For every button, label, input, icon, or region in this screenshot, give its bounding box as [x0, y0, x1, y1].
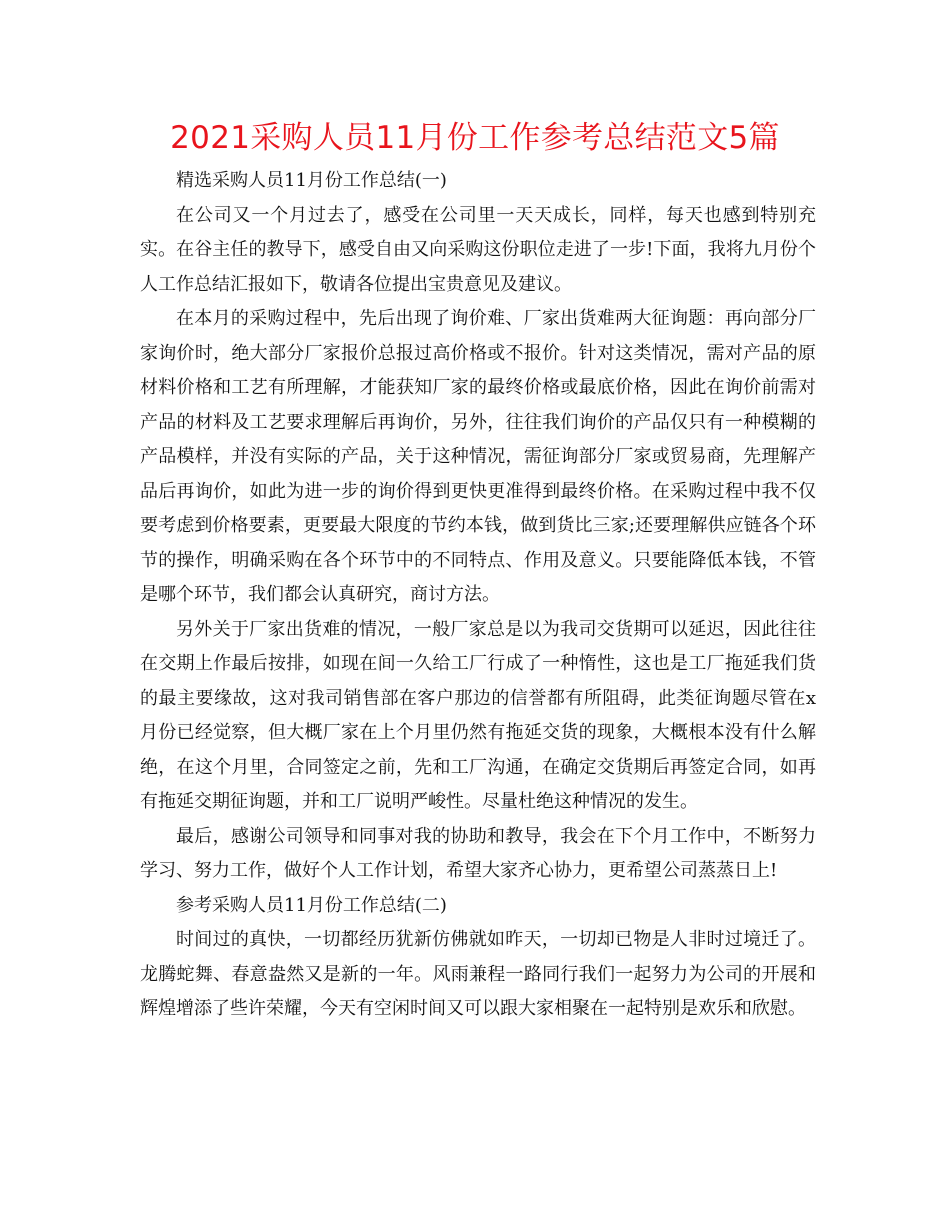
- document-title: 2021采购人员11月份工作参考总结范文5篇: [170, 120, 780, 156]
- paragraph-section-2: 时间过的真快，一切都经历犹新仿佛就如昨天，一切却已物是人非时过境迁了。龙腾蛇舞、春意盎然又是新的一年。风雨兼程一路同行我们一起努力为公司的开展和辉煌增添了些许荣耀，今天有空闲时间又可以跟大家相聚在一起特别是欢乐和欣慰。: [140, 929, 816, 1019]
- section-heading-2: 参考采购人员11月份工作总结(二): [176, 894, 447, 916]
- document-body: [140, 164, 816, 1027]
- paragraph-closing: 最后，感谢公司领导和同事对我的协助和教导，我会在下个月工作中，不断努力学习、努力工作，做好个人工作计划，希望大家齐心协力，更希望公司蒸蒸日上!: [140, 825, 816, 881]
- section-heading-1: 精选采购人员11月份工作总结(一): [176, 170, 447, 191]
- paragraph-inquiry: 在本月的采购过程中，先后出现了询价难、厂家出货难两大征询题：再向部分厂家询价时，绝大部分厂家报价总报过高价格或不报价。针对这类情况，需对产品的原材料价格和工艺有所理解，才能获知厂家的最终价格或最底价格，因此在询价前需对产品的材料及工艺要求理解后再询价，另外，往往我们询价的产品仅只有一种模糊的产品模样，并没有实际的产品，关于这种情况，需征询部分厂家或贸易商，先理解产品后再询价，如此为进一步的询价得到更快更准得到最终价格。在采购过程中我不仅要考虑到价格要素，更要最大限度的节约本钱，做到货比三家;还要理解供应链各个环节的操作，明确采购在各个环节中的不同特点、作用及意义。只要能降低本钱，不管是哪个环节，我们都会认真研究，商讨方法。: [140, 308, 816, 605]
- paragraph-intro: 在公司又一个月过去了，感受在公司里一天天成长，同样，每天也感到特别充实。在谷主任的教导下，感受自由又向采购这份职位走进了一步!下面，我将九月份个人工作总结汇报如下，敬请各位提出宝贵意见及建议。: [140, 204, 816, 295]
- paragraph-delivery: 另外关于厂家出货难的情况，一般厂家总是以为我司交货期可以延迟，因此往往在交期上作最后按排，如现在间一久给工厂行成了一种惰性，这也是工厂拖延我们货的最主要缘故，这对我司销售部在客户那边的信誉都有所阻碍，此类征询题尽管在x月份已经觉察，但大概厂家在上个月里仍然有拖延交货的现象，大概根本没有什么解绝，在这个月里，合同签定之前，先和工厂沟通，在确定交货期后再签定合同，如再有拖延交期征询题，并和工厂说明严峻性。尽量杜绝这种情况的发生。: [140, 618, 816, 812]
